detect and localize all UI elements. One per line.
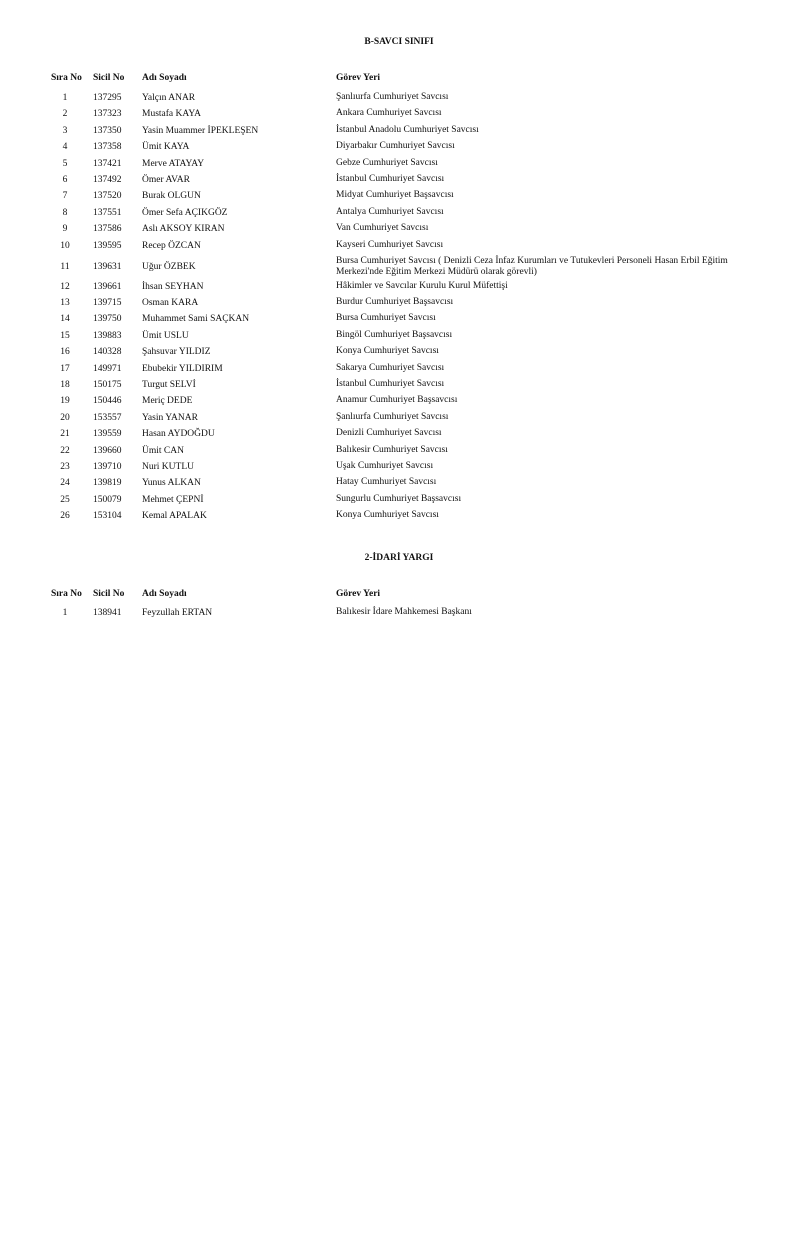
table-row [0, 190, 798, 206]
sira-no-cell: 12 [60, 281, 70, 292]
table-row [0, 477, 798, 493]
adi-soyadi-cell: Yunus ALKAN [142, 478, 201, 489]
adi-soyadi-cell: Burak OLGUN [142, 191, 201, 202]
section-title-savci: B-SAVCI SINIFI [364, 37, 434, 47]
table-row [0, 330, 798, 346]
table-row [0, 412, 798, 428]
gorev-yeri-cell: Kayseri Cumhuriyet Savcısı [336, 239, 444, 250]
sicil-no-cell: 137323 [93, 109, 122, 120]
gorev-yeri-cell: Ankara Cumhuriyet Savcısı [336, 108, 442, 119]
gorev-yeri-cell: Van Cumhuriyet Savcısı [336, 223, 429, 234]
sicil-no-cell: 153104 [93, 511, 122, 522]
sira-no-cell: 11 [60, 262, 70, 272]
gorev-yeri-cell: Konya Cumhuriyet Savcısı [336, 510, 439, 521]
table-row [0, 108, 798, 124]
table-row [0, 158, 798, 174]
gorev-yeri-cell: İstanbul Cumhuriyet Savcısı [336, 378, 445, 389]
gorev-yeri-cell: Midyat Cumhuriyet Başsavcısı [336, 190, 454, 201]
table-row [0, 346, 798, 362]
adi-soyadi-cell: Yasin Muammer İPEKLEŞEN [142, 125, 259, 136]
gorev-yeri-cell: Diyarbakır Cumhuriyet Savcısı [336, 141, 455, 152]
sira-no-cell: 18 [60, 379, 70, 390]
sira-no-cell: 16 [60, 347, 70, 358]
sira-no-cell: 17 [60, 363, 70, 374]
table-row [0, 174, 798, 190]
table-row [0, 125, 798, 141]
sira-no-cell: 6 [62, 175, 68, 185]
sicil-no-cell: 137492 [93, 175, 122, 185]
table-row [0, 510, 798, 526]
sira-no-cell: 20 [60, 412, 70, 423]
sira-no-cell: 5 [62, 158, 68, 169]
adi-soyadi-cell: Nuri KUTLU [142, 461, 194, 472]
gorev-yeri-cell: Hatay Cumhuriyet Savcısı [336, 477, 437, 488]
adi-soyadi-cell: Mehmet ÇEPNİ [142, 494, 204, 505]
sira-no-cell: 1 [62, 93, 68, 103]
table-row [0, 607, 798, 623]
adi-soyadi-cell: Ömer AVAR [142, 175, 190, 185]
gorev-yeri-cell: Hâkimler ve Savcılar Kurulu Kurul Müfettişi [336, 280, 508, 291]
header-sicil-no: Sicil No [93, 589, 125, 599]
sicil-no-cell: 138941 [93, 608, 122, 618]
table-row [0, 494, 798, 510]
sira-no-cell: 13 [60, 297, 70, 308]
gorev-yeri-cell: Sakarya Cumhuriyet Savcısı [336, 362, 445, 373]
adi-soyadi-cell: Ebubekir YILDIRIM [142, 363, 223, 374]
sira-no-cell: 2 [62, 109, 68, 120]
sira-no-cell: 14 [60, 314, 70, 325]
sicil-no-cell: 137551 [93, 207, 122, 218]
sicil-no-cell: 137295 [93, 93, 122, 103]
gorev-yeri-cell: Burdur Cumhuriyet Başsavcısı [336, 296, 454, 307]
gorev-yeri-cell: İstanbul Cumhuriyet Savcısı [336, 174, 445, 184]
sicil-no-cell: 139595 [93, 240, 122, 251]
gorev-yeri-cell: Balıkesir İdare Mahkemesi Başkanı [336, 607, 472, 617]
sira-no-cell: 1 [62, 608, 68, 618]
header-sicil-no: Sicil No [93, 73, 125, 83]
table-row [0, 281, 798, 297]
gorev-yeri-cell: Şanlıurfa Cumhuriyet Savcısı [336, 411, 449, 422]
sicil-no-cell: 137586 [93, 224, 122, 235]
adi-soyadi-cell: Osman KARA [142, 297, 199, 308]
adi-soyadi-cell: Kemal APALAK [142, 511, 207, 522]
sira-no-cell: 25 [60, 494, 70, 505]
header-adi-soyadi: Adı Soyadı [142, 589, 187, 599]
sicil-no-cell: 137350 [93, 125, 122, 136]
header-sira-no: Sıra No [51, 73, 82, 83]
gorev-yeri-cell: Gebze Cumhuriyet Savcısı [336, 157, 438, 168]
sira-no-cell: 8 [62, 207, 68, 218]
sicil-no-cell: 139819 [93, 478, 122, 489]
sira-no-cell: 3 [62, 125, 68, 136]
table-row [0, 223, 798, 239]
sira-no-cell: 22 [60, 445, 70, 456]
sicil-no-cell: 139715 [93, 297, 122, 308]
sira-no-cell: 26 [60, 511, 70, 522]
table-row [0, 428, 798, 444]
sira-no-cell: 24 [60, 478, 70, 489]
header-gorev-yeri: Görev Yeri [336, 589, 381, 599]
gorev-yeri-cell: Konya Cumhuriyet Savcısı [336, 346, 439, 357]
table-row [0, 92, 798, 108]
gorev-yeri-cell: Bingöl Cumhuriyet Başsavcısı [336, 329, 453, 340]
adi-soyadi-cell: Recep ÖZCAN [142, 240, 201, 251]
sira-no-cell: 7 [62, 191, 68, 202]
sicil-no-cell: 150079 [93, 494, 122, 505]
gorev-yeri-cell: Anamur Cumhuriyet Başsavcısı [336, 395, 458, 406]
adi-soyadi-cell: Turgut SELVİ [142, 379, 196, 390]
gorev-yeri-cell: Bursa Cumhuriyet Savcısı [336, 313, 436, 324]
sicil-no-cell: 139660 [93, 445, 122, 456]
sira-no-cell: 23 [60, 461, 70, 472]
gorev-yeri-cell: Antalya Cumhuriyet Savcısı [336, 206, 444, 217]
sicil-no-cell: 139661 [93, 281, 122, 292]
adi-soyadi-cell: Mustafa KAYA [142, 109, 202, 120]
gorev-yeri-cell: Bursa Cumhuriyet Savcısı ( Denizli Ceza İnfaz Kurumları ve Tutukevleri Personeli Hasan Erbil Eğitim Merkezi'nde Eğitim Merkezi Müdürü olarak görevli) [336, 256, 728, 277]
sicil-no-cell: 153557 [93, 412, 122, 423]
adi-soyadi-cell: Hasan AYDOĞDU [142, 429, 215, 440]
sicil-no-cell: 139559 [93, 429, 122, 440]
adi-soyadi-cell: İhsan SEYHAN [142, 281, 204, 292]
header-adi-soyadi: Adı Soyadı [142, 73, 187, 83]
adi-soyadi-cell: Ümit USLU [142, 330, 189, 341]
sicil-no-cell: 139710 [93, 461, 122, 472]
sira-no-cell: 15 [60, 330, 70, 341]
table-row [0, 207, 798, 223]
adi-soyadi-cell: Ümit KAYA [142, 142, 190, 153]
table-row [0, 461, 798, 477]
gorev-yeri-cell: İstanbul Anadolu Cumhuriyet Savcısı [336, 124, 479, 135]
gorev-yeri-cell: Sungurlu Cumhuriyet Başsavcısı [336, 493, 462, 504]
sicil-no-cell: 139883 [93, 330, 122, 341]
table-row [0, 379, 798, 395]
sicil-no-cell: 150175 [93, 379, 122, 390]
sira-no-cell: 21 [60, 429, 70, 440]
header-gorev-yeri: Görev Yeri [336, 73, 381, 83]
sicil-no-cell: 137520 [93, 191, 122, 202]
sira-no-cell: 9 [62, 224, 68, 235]
gorev-yeri-cell: Balıkesir Cumhuriyet Savcısı [336, 444, 448, 455]
adi-soyadi-cell: Meriç DEDE [142, 396, 193, 407]
adi-soyadi-cell: Uğur ÖZBEK [142, 262, 196, 272]
sicil-no-cell: 140328 [93, 347, 122, 358]
adi-soyadi-cell: Muhammet Sami SAÇKAN [142, 314, 250, 325]
table-row [0, 363, 798, 379]
table-row [0, 445, 798, 461]
table-row [0, 141, 798, 157]
sira-no-cell: 19 [60, 396, 70, 407]
table-row [0, 297, 798, 313]
gorev-yeri-cell: Şanlıurfa Cumhuriyet Savcısı [336, 92, 449, 102]
adi-soyadi-cell: Ümit CAN [142, 445, 184, 456]
adi-soyadi-cell: Feyzullah ERTAN [142, 608, 213, 618]
sicil-no-cell: 139750 [93, 314, 122, 325]
sicil-no-cell: 137358 [93, 142, 122, 153]
sicil-no-cell: 139631 [93, 262, 122, 272]
adi-soyadi-cell: Şahsuvar YILDIZ [142, 347, 211, 358]
sicil-no-cell: 149971 [93, 363, 122, 374]
adi-soyadi-cell: Yalçın ANAR [142, 93, 196, 103]
adi-soyadi-cell: Yasin YANAR [142, 412, 198, 423]
header-sira-no: Sıra No [51, 589, 82, 599]
table-row [0, 256, 798, 282]
section-title-idari-yargi: 2-İDARİ YARGI [364, 553, 434, 563]
adi-soyadi-cell: Merve ATAYAY [142, 158, 205, 169]
sira-no-cell: 4 [62, 142, 68, 153]
table-row [0, 395, 798, 411]
adi-soyadi-cell: Aslı AKSOY KIRAN [142, 224, 225, 235]
sira-no-cell: 10 [60, 240, 70, 251]
gorev-yeri-cell: Uşak Cumhuriyet Savcısı [336, 460, 434, 471]
table-row [0, 240, 798, 256]
sicil-no-cell: 150446 [93, 396, 122, 407]
table-row [0, 313, 798, 329]
adi-soyadi-cell: Ömer Sefa AÇIKGÖZ [142, 207, 228, 218]
gorev-yeri-cell: Denizli Cumhuriyet Savcısı [336, 428, 442, 439]
sicil-no-cell: 137421 [93, 158, 122, 169]
